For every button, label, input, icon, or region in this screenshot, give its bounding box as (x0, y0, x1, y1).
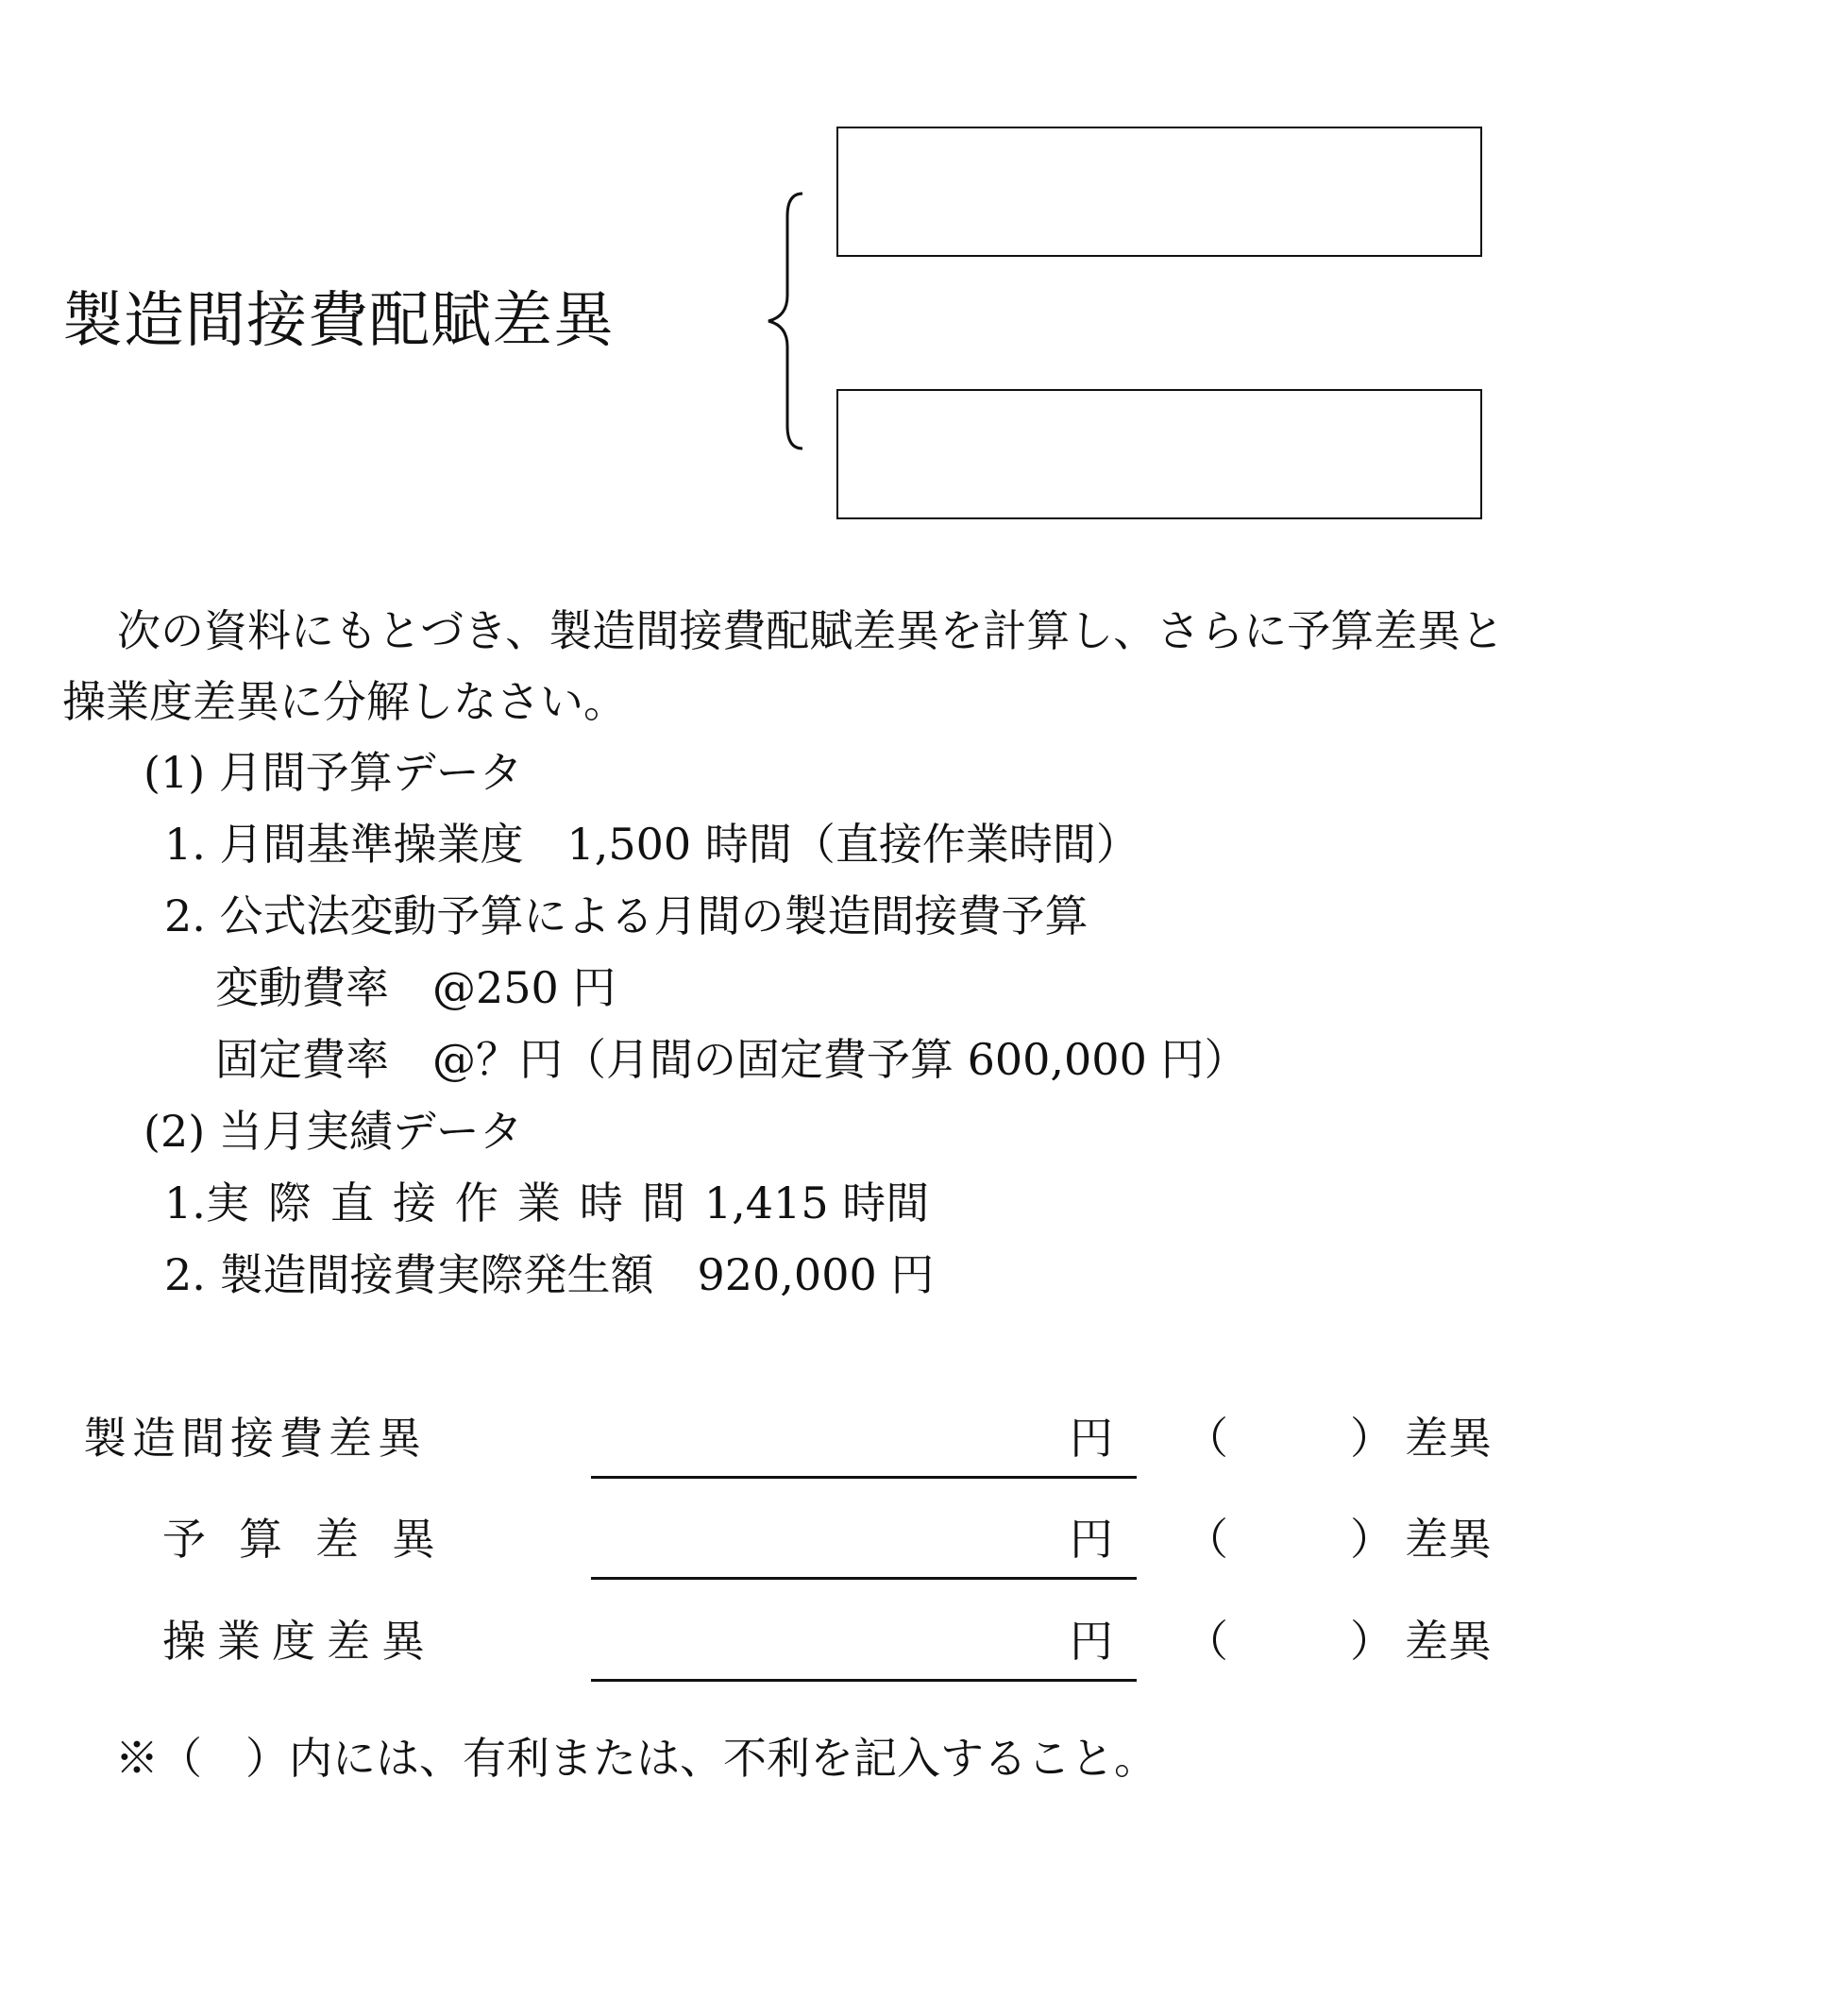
instruction-line-1: 次の資料にもとづき、製造間接費配賦差異を計算し、さらに予算差異と (117, 605, 1505, 656)
overhead-budget-heading: 2. 公式法変動予算による月間の製造間接費予算 (164, 890, 1089, 941)
brace-icon (755, 184, 812, 458)
fixed-cost-rate: 固定費率 @？円（月間の固定費予算 600,000 円） (215, 1034, 1248, 1085)
overhead-variance-answer-line[interactable] (591, 1476, 1137, 1479)
yen-unit: 円 (1070, 1413, 1113, 1464)
paren-open: （ (1185, 1616, 1228, 1667)
paren-close: ） (1350, 1413, 1393, 1464)
answer-box-bottom[interactable] (836, 389, 1482, 519)
volume-variance-label: 操業度差異 (162, 1616, 436, 1667)
actual-hours-label: 実際直接作業時間 (205, 1177, 704, 1228)
section-1-heading: (1) 月間予算データ (143, 747, 523, 798)
yen-unit: 円 (1070, 1514, 1113, 1565)
item-number: 1. (164, 1177, 206, 1228)
actual-hours-value: 1,415 時間 (703, 1177, 930, 1228)
variance-suffix: 差異 (1405, 1616, 1492, 1667)
actual-direct-labor-hours (164, 1177, 929, 1229)
instruction-line-2: 操業度差異に分解しなさい。 (62, 676, 627, 727)
paren-close: ） (1350, 1514, 1393, 1565)
actual-overhead-incurred: 2. 製造間接費実際発生額 920,000 円 (164, 1249, 935, 1300)
variable-cost-rate: 変動費率 @250 円 (215, 962, 616, 1013)
diagram-title: 製造間接費配賦差異 (62, 286, 615, 356)
budget-variance-label: 予算差異 (162, 1514, 468, 1565)
variance-suffix: 差異 (1405, 1413, 1492, 1464)
instruction-note: ※（ ）内には、有利または、不利を記入すること。 (115, 1733, 1157, 1784)
answer-box-top[interactable] (836, 127, 1482, 257)
section-2-heading: (2) 当月実績データ (143, 1106, 523, 1157)
volume-variance-answer-line[interactable] (591, 1679, 1137, 1682)
yen-unit: 円 (1070, 1616, 1113, 1667)
budget-variance-answer-line[interactable] (591, 1577, 1137, 1580)
paren-open: （ (1185, 1413, 1228, 1464)
overhead-variance-label: 製造間接費差異 (83, 1413, 427, 1464)
standard-operating-level: 1. 月間基準操業度 1,500 時間（直接作業時間） (164, 819, 1139, 870)
paren-close: ） (1350, 1616, 1393, 1667)
variance-suffix: 差異 (1405, 1514, 1492, 1565)
paren-open: （ (1185, 1514, 1228, 1565)
